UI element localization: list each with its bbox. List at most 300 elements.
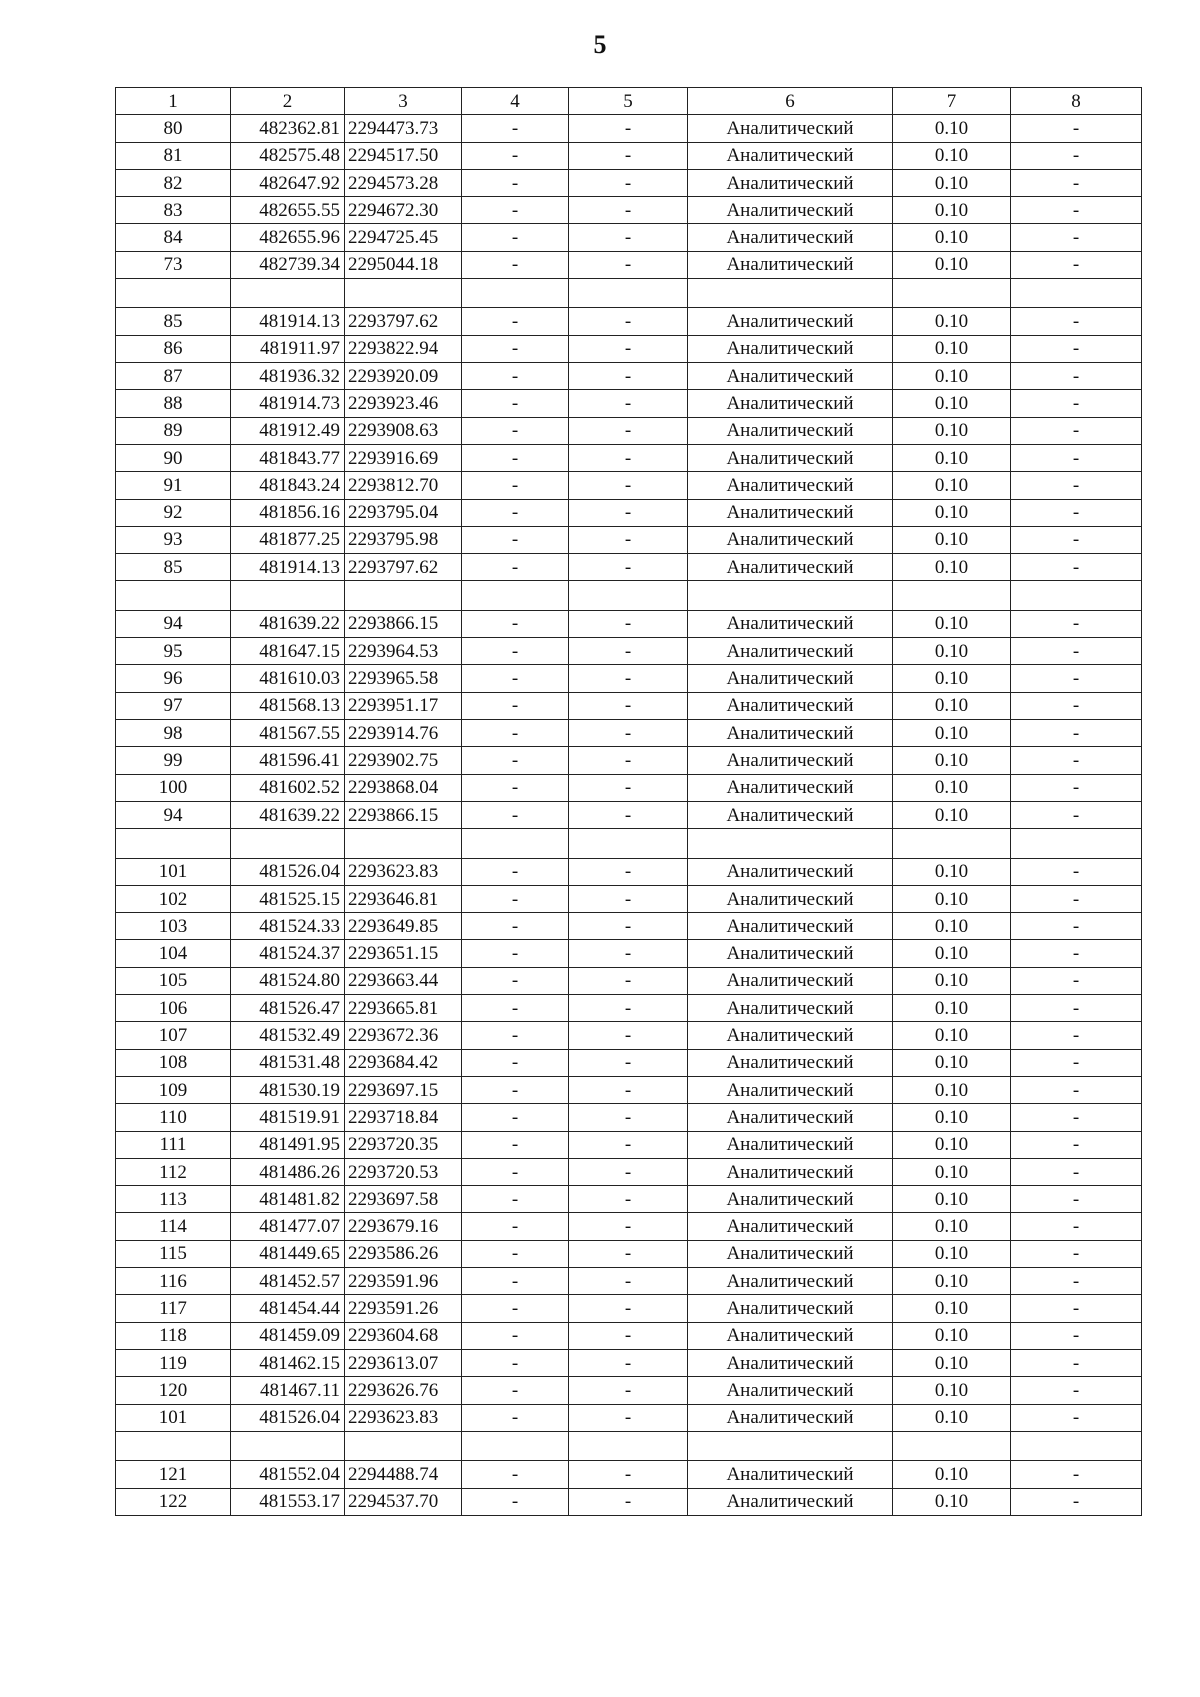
cell-point-number: 102 bbox=[116, 885, 231, 912]
cell-coord-y: 2293951.17 bbox=[345, 692, 462, 719]
cell-method: Аналитический bbox=[688, 1049, 893, 1076]
table-row bbox=[116, 747, 1142, 774]
cell-col-8 bbox=[1011, 581, 1142, 610]
cell-col-4: - bbox=[462, 1349, 569, 1376]
cell-method: Аналитический bbox=[688, 1186, 893, 1213]
cell-coord-x: 481602.52 bbox=[231, 774, 345, 801]
page-number: 5 bbox=[593, 30, 607, 59]
cell-method: Аналитический bbox=[688, 224, 893, 251]
cell-col-8: - bbox=[1011, 720, 1142, 747]
cell-col-4: - bbox=[462, 554, 569, 581]
table-row bbox=[116, 638, 1142, 665]
cell-coord-x: 481647.15 bbox=[231, 638, 345, 665]
cell-coord-x: 482655.55 bbox=[231, 197, 345, 224]
cell-coord-x: 481568.13 bbox=[231, 692, 345, 719]
cell-accuracy: 0.10 bbox=[893, 335, 1011, 362]
separator-row bbox=[116, 581, 1142, 610]
table-row bbox=[116, 251, 1142, 278]
cell-accuracy: 0.10 bbox=[893, 308, 1011, 335]
cell-point-number bbox=[116, 829, 231, 858]
cell-coord-x: 482575.48 bbox=[231, 142, 345, 169]
cell-col-4: - bbox=[462, 858, 569, 885]
cell-col-4: - bbox=[462, 1131, 569, 1158]
cell-accuracy: 0.10 bbox=[893, 1158, 1011, 1185]
cell-point-number bbox=[116, 581, 231, 610]
cell-coord-y: 2293914.76 bbox=[345, 720, 462, 747]
cell-coord-y: 2293697.58 bbox=[345, 1186, 462, 1213]
cell-col-8: - bbox=[1011, 940, 1142, 967]
cell-coord-y bbox=[345, 581, 462, 610]
cell-coord-y: 2293868.04 bbox=[345, 774, 462, 801]
cell-accuracy: 0.10 bbox=[893, 967, 1011, 994]
cell-accuracy: 0.10 bbox=[893, 1322, 1011, 1349]
cell-point-number: 81 bbox=[116, 142, 231, 169]
cell-col-8: - bbox=[1011, 913, 1142, 940]
cell-accuracy: 0.10 bbox=[893, 885, 1011, 912]
cell-method: Аналитический bbox=[688, 1022, 893, 1049]
cell-accuracy: 0.10 bbox=[893, 665, 1011, 692]
cell-point-number: 90 bbox=[116, 444, 231, 471]
cell-point-number: 80 bbox=[116, 115, 231, 142]
cell-col-8: - bbox=[1011, 1104, 1142, 1131]
cell-col-4: - bbox=[462, 995, 569, 1022]
table-row bbox=[116, 858, 1142, 885]
separator-row bbox=[116, 279, 1142, 308]
cell-accuracy: 0.10 bbox=[893, 610, 1011, 637]
header-cell-6: 6 bbox=[688, 88, 893, 115]
cell-col-4: - bbox=[462, 142, 569, 169]
cell-coord-y: 2293672.36 bbox=[345, 1022, 462, 1049]
table-row bbox=[116, 692, 1142, 719]
cell-coord-y: 2293697.15 bbox=[345, 1076, 462, 1103]
cell-col-5 bbox=[569, 829, 688, 858]
cell-method: Аналитический bbox=[688, 197, 893, 224]
table-row bbox=[116, 224, 1142, 251]
cell-col-5: - bbox=[569, 913, 688, 940]
cell-col-8: - bbox=[1011, 885, 1142, 912]
cell-point-number: 117 bbox=[116, 1295, 231, 1322]
cell-col-5: - bbox=[569, 858, 688, 885]
cell-col-4: - bbox=[462, 692, 569, 719]
header-cell-2: 2 bbox=[231, 88, 345, 115]
cell-col-8: - bbox=[1011, 251, 1142, 278]
cell-method: Аналитический bbox=[688, 1295, 893, 1322]
cell-coord-x: 482362.81 bbox=[231, 115, 345, 142]
header-row bbox=[116, 88, 1142, 115]
cell-accuracy: 0.10 bbox=[893, 638, 1011, 665]
cell-col-8: - bbox=[1011, 1240, 1142, 1267]
cell-method: Аналитический bbox=[688, 967, 893, 994]
cell-col-5: - bbox=[569, 169, 688, 196]
cell-coord-x: 481519.91 bbox=[231, 1104, 345, 1131]
cell-accuracy: 0.10 bbox=[893, 526, 1011, 553]
cell-col-5: - bbox=[569, 363, 688, 390]
cell-point-number: 98 bbox=[116, 720, 231, 747]
table-row bbox=[116, 526, 1142, 553]
cell-coord-x: 481477.07 bbox=[231, 1213, 345, 1240]
cell-accuracy: 0.10 bbox=[893, 1049, 1011, 1076]
cell-col-4 bbox=[462, 581, 569, 610]
cell-coord-y: 2293797.62 bbox=[345, 308, 462, 335]
cell-accuracy: 0.10 bbox=[893, 1461, 1011, 1488]
cell-accuracy: 0.10 bbox=[893, 913, 1011, 940]
cell-accuracy: 0.10 bbox=[893, 801, 1011, 828]
cell-col-4: - bbox=[462, 308, 569, 335]
cell-col-8: - bbox=[1011, 774, 1142, 801]
cell-coord-y: 2293663.44 bbox=[345, 967, 462, 994]
cell-col-5: - bbox=[569, 554, 688, 581]
cell-point-number: 94 bbox=[116, 801, 231, 828]
cell-coord-x: 482647.92 bbox=[231, 169, 345, 196]
cell-method: Аналитический bbox=[688, 363, 893, 390]
cell-col-8: - bbox=[1011, 169, 1142, 196]
cell-coord-y: 2293718.84 bbox=[345, 1104, 462, 1131]
cell-col-5: - bbox=[569, 1131, 688, 1158]
cell-coord-y: 2293623.83 bbox=[345, 858, 462, 885]
cell-point-number: 108 bbox=[116, 1049, 231, 1076]
cell-point-number: 95 bbox=[116, 638, 231, 665]
cell-coord-y: 2293591.96 bbox=[345, 1268, 462, 1295]
cell-col-5: - bbox=[569, 224, 688, 251]
header-cell-7: 7 bbox=[893, 88, 1011, 115]
cell-col-8: - bbox=[1011, 1213, 1142, 1240]
cell-col-8 bbox=[1011, 279, 1142, 308]
cell-method: Аналитический bbox=[688, 251, 893, 278]
cell-col-4: - bbox=[462, 747, 569, 774]
cell-col-5 bbox=[569, 581, 688, 610]
cell-col-8: - bbox=[1011, 526, 1142, 553]
cell-col-5: - bbox=[569, 197, 688, 224]
cell-coord-y: 2293964.53 bbox=[345, 638, 462, 665]
cell-col-5: - bbox=[569, 499, 688, 526]
cell-coord-x: 481531.48 bbox=[231, 1049, 345, 1076]
cell-col-5: - bbox=[569, 1461, 688, 1488]
cell-col-5: - bbox=[569, 1349, 688, 1376]
table-row bbox=[116, 1322, 1142, 1349]
cell-col-5: - bbox=[569, 1377, 688, 1404]
cell-coord-y: 2293623.83 bbox=[345, 1404, 462, 1431]
cell-col-8: - bbox=[1011, 1268, 1142, 1295]
cell-method: Аналитический bbox=[688, 774, 893, 801]
cell-coord-x: 481524.80 bbox=[231, 967, 345, 994]
cell-coord-y: 2293604.68 bbox=[345, 1322, 462, 1349]
cell-point-number: 97 bbox=[116, 692, 231, 719]
cell-col-4: - bbox=[462, 1104, 569, 1131]
cell-coord-x: 481462.15 bbox=[231, 1349, 345, 1376]
cell-col-5: - bbox=[569, 1240, 688, 1267]
cell-coord-x: 481914.13 bbox=[231, 554, 345, 581]
cell-coord-x bbox=[231, 279, 345, 308]
table-row bbox=[116, 1268, 1142, 1295]
cell-method: Аналитический bbox=[688, 169, 893, 196]
cell-method: Аналитический bbox=[688, 335, 893, 362]
cell-col-5: - bbox=[569, 774, 688, 801]
cell-coord-x: 481610.03 bbox=[231, 665, 345, 692]
cell-coord-y: 2293684.42 bbox=[345, 1049, 462, 1076]
table-row bbox=[116, 1488, 1142, 1515]
separator-row bbox=[116, 1431, 1142, 1460]
cell-coord-x: 481486.26 bbox=[231, 1158, 345, 1185]
cell-method: Аналитический bbox=[688, 115, 893, 142]
cell-accuracy bbox=[893, 829, 1011, 858]
table-row bbox=[116, 444, 1142, 471]
cell-col-8 bbox=[1011, 1431, 1142, 1460]
cell-coord-y: 2293795.04 bbox=[345, 499, 462, 526]
cell-col-8: - bbox=[1011, 390, 1142, 417]
cell-point-number: 92 bbox=[116, 499, 231, 526]
cell-method: Аналитический bbox=[688, 720, 893, 747]
cell-point-number: 101 bbox=[116, 858, 231, 885]
cell-coord-y: 2294672.30 bbox=[345, 197, 462, 224]
cell-accuracy: 0.10 bbox=[893, 1404, 1011, 1431]
cell-point-number: 86 bbox=[116, 335, 231, 362]
cell-col-4: - bbox=[462, 472, 569, 499]
cell-method: Аналитический bbox=[688, 472, 893, 499]
cell-col-5: - bbox=[569, 335, 688, 362]
cell-accuracy: 0.10 bbox=[893, 1488, 1011, 1515]
cell-col-8: - bbox=[1011, 444, 1142, 471]
cell-col-4: - bbox=[462, 197, 569, 224]
cell-coord-x: 481491.95 bbox=[231, 1131, 345, 1158]
cell-coord-y bbox=[345, 279, 462, 308]
cell-method: Аналитический bbox=[688, 1488, 893, 1515]
cell-coord-x: 481525.15 bbox=[231, 885, 345, 912]
separator-row bbox=[116, 829, 1142, 858]
cell-col-8: - bbox=[1011, 363, 1142, 390]
cell-col-5: - bbox=[569, 995, 688, 1022]
cell-method: Аналитический bbox=[688, 417, 893, 444]
cell-col-4: - bbox=[462, 1213, 569, 1240]
cell-coord-x: 481856.16 bbox=[231, 499, 345, 526]
table-body bbox=[116, 115, 1142, 1516]
table-row bbox=[116, 1240, 1142, 1267]
cell-point-number: 109 bbox=[116, 1076, 231, 1103]
cell-col-4: - bbox=[462, 444, 569, 471]
cell-col-5: - bbox=[569, 1186, 688, 1213]
cell-method: Аналитический bbox=[688, 940, 893, 967]
cell-col-5: - bbox=[569, 1404, 688, 1431]
cell-coord-y: 2293651.15 bbox=[345, 940, 462, 967]
cell-method: Аналитический bbox=[688, 913, 893, 940]
cell-point-number: 82 bbox=[116, 169, 231, 196]
table-row bbox=[116, 499, 1142, 526]
cell-method: Аналитический bbox=[688, 1076, 893, 1103]
cell-accuracy: 0.10 bbox=[893, 774, 1011, 801]
cell-method: Аналитический bbox=[688, 665, 893, 692]
table-row bbox=[116, 115, 1142, 142]
cell-col-4: - bbox=[462, 499, 569, 526]
cell-point-number: 104 bbox=[116, 940, 231, 967]
cell-coord-y: 2293720.53 bbox=[345, 1158, 462, 1185]
table-row bbox=[116, 1022, 1142, 1049]
cell-col-4: - bbox=[462, 224, 569, 251]
cell-point-number: 119 bbox=[116, 1349, 231, 1376]
cell-coord-x: 481526.47 bbox=[231, 995, 345, 1022]
cell-point-number: 88 bbox=[116, 390, 231, 417]
cell-point-number: 85 bbox=[116, 308, 231, 335]
cell-coord-x: 481843.24 bbox=[231, 472, 345, 499]
cell-coord-y bbox=[345, 1431, 462, 1460]
cell-accuracy: 0.10 bbox=[893, 197, 1011, 224]
cell-coord-y: 2293797.62 bbox=[345, 554, 462, 581]
cell-col-8: - bbox=[1011, 1295, 1142, 1322]
cell-point-number: 118 bbox=[116, 1322, 231, 1349]
table-row bbox=[116, 967, 1142, 994]
cell-accuracy bbox=[893, 581, 1011, 610]
cell-point-number: 84 bbox=[116, 224, 231, 251]
cell-col-4: - bbox=[462, 913, 569, 940]
cell-accuracy: 0.10 bbox=[893, 1295, 1011, 1322]
cell-col-8: - bbox=[1011, 1322, 1142, 1349]
cell-point-number: 112 bbox=[116, 1158, 231, 1185]
cell-col-5: - bbox=[569, 665, 688, 692]
cell-col-8: - bbox=[1011, 1461, 1142, 1488]
cell-method: Аналитический bbox=[688, 390, 893, 417]
cell-method bbox=[688, 581, 893, 610]
cell-coord-y: 2293920.09 bbox=[345, 363, 462, 390]
cell-method: Аналитический bbox=[688, 638, 893, 665]
cell-method bbox=[688, 1431, 893, 1460]
cell-coord-x: 481526.04 bbox=[231, 858, 345, 885]
cell-col-5: - bbox=[569, 308, 688, 335]
cell-point-number: 96 bbox=[116, 665, 231, 692]
cell-coord-y: 2294488.74 bbox=[345, 1461, 462, 1488]
cell-coord-x: 481936.32 bbox=[231, 363, 345, 390]
cell-accuracy: 0.10 bbox=[893, 1268, 1011, 1295]
cell-col-4: - bbox=[462, 1186, 569, 1213]
cell-col-4: - bbox=[462, 1295, 569, 1322]
cell-coord-x: 481481.82 bbox=[231, 1186, 345, 1213]
cell-accuracy: 0.10 bbox=[893, 444, 1011, 471]
cell-accuracy: 0.10 bbox=[893, 224, 1011, 251]
cell-method: Аналитический bbox=[688, 610, 893, 637]
cell-accuracy: 0.10 bbox=[893, 995, 1011, 1022]
cell-col-8: - bbox=[1011, 499, 1142, 526]
cell-coord-x: 481914.13 bbox=[231, 308, 345, 335]
cell-col-5: - bbox=[569, 885, 688, 912]
cell-col-4: - bbox=[462, 1049, 569, 1076]
cell-col-8: - bbox=[1011, 995, 1142, 1022]
cell-accuracy: 0.10 bbox=[893, 251, 1011, 278]
cell-accuracy: 0.10 bbox=[893, 1186, 1011, 1213]
cell-col-5: - bbox=[569, 610, 688, 637]
cell-accuracy: 0.10 bbox=[893, 499, 1011, 526]
cell-coord-y: 2293965.58 bbox=[345, 665, 462, 692]
cell-col-8 bbox=[1011, 829, 1142, 858]
cell-coord-x: 482739.34 bbox=[231, 251, 345, 278]
cell-col-8: - bbox=[1011, 554, 1142, 581]
cell-col-5: - bbox=[569, 526, 688, 553]
cell-method bbox=[688, 279, 893, 308]
cell-col-8: - bbox=[1011, 610, 1142, 637]
cell-coord-y: 2294573.28 bbox=[345, 169, 462, 196]
cell-point-number: 100 bbox=[116, 774, 231, 801]
cell-point-number: 85 bbox=[116, 554, 231, 581]
cell-accuracy: 0.10 bbox=[893, 720, 1011, 747]
cell-col-4: - bbox=[462, 638, 569, 665]
cell-coord-y: 2293613.07 bbox=[345, 1349, 462, 1376]
cell-col-4: - bbox=[462, 1268, 569, 1295]
cell-col-8: - bbox=[1011, 1076, 1142, 1103]
cell-col-5: - bbox=[569, 1049, 688, 1076]
table-row bbox=[116, 1049, 1142, 1076]
cell-coord-y: 2294473.73 bbox=[345, 115, 462, 142]
cell-coord-y: 2293795.98 bbox=[345, 526, 462, 553]
cell-col-5: - bbox=[569, 940, 688, 967]
header-cell-8: 8 bbox=[1011, 88, 1142, 115]
table-row bbox=[116, 308, 1142, 335]
cell-accuracy: 0.10 bbox=[893, 390, 1011, 417]
cell-coord-x bbox=[231, 829, 345, 858]
cell-coord-y: 2295044.18 bbox=[345, 251, 462, 278]
cell-method: Аналитический bbox=[688, 692, 893, 719]
cell-col-4: - bbox=[462, 1240, 569, 1267]
table-row bbox=[116, 363, 1142, 390]
cell-col-4: - bbox=[462, 1404, 569, 1431]
cell-accuracy: 0.10 bbox=[893, 1131, 1011, 1158]
cell-col-8: - bbox=[1011, 967, 1142, 994]
cell-point-number: 113 bbox=[116, 1186, 231, 1213]
cell-method: Аналитический bbox=[688, 1158, 893, 1185]
cell-coord-y bbox=[345, 829, 462, 858]
cell-coord-x bbox=[231, 1431, 345, 1460]
table-row bbox=[116, 1461, 1142, 1488]
cell-col-4: - bbox=[462, 967, 569, 994]
cell-col-8: - bbox=[1011, 692, 1142, 719]
table-row bbox=[116, 610, 1142, 637]
cell-coord-x: 481553.17 bbox=[231, 1488, 345, 1515]
cell-col-4: - bbox=[462, 801, 569, 828]
cell-col-5: - bbox=[569, 444, 688, 471]
cell-col-4: - bbox=[462, 885, 569, 912]
cell-point-number: 91 bbox=[116, 472, 231, 499]
cell-method: Аналитический bbox=[688, 1213, 893, 1240]
cell-method: Аналитический bbox=[688, 995, 893, 1022]
cell-coord-x: 481877.25 bbox=[231, 526, 345, 553]
table-row bbox=[116, 665, 1142, 692]
cell-method: Аналитический bbox=[688, 747, 893, 774]
cell-col-8: - bbox=[1011, 665, 1142, 692]
cell-col-4: - bbox=[462, 1461, 569, 1488]
cell-col-4: - bbox=[462, 1377, 569, 1404]
cell-col-4: - bbox=[462, 1022, 569, 1049]
cell-col-5: - bbox=[569, 1104, 688, 1131]
cell-point-number: 101 bbox=[116, 1404, 231, 1431]
cell-point-number: 83 bbox=[116, 197, 231, 224]
cell-col-8: - bbox=[1011, 197, 1142, 224]
cell-method: Аналитический bbox=[688, 1131, 893, 1158]
cell-col-5: - bbox=[569, 142, 688, 169]
cell-coord-y: 2293916.69 bbox=[345, 444, 462, 471]
cell-coord-x: 481843.77 bbox=[231, 444, 345, 471]
cell-coord-x: 482655.96 bbox=[231, 224, 345, 251]
cell-point-number bbox=[116, 279, 231, 308]
cell-method: Аналитический bbox=[688, 308, 893, 335]
cell-col-8: - bbox=[1011, 858, 1142, 885]
cell-col-8: - bbox=[1011, 1349, 1142, 1376]
cell-coord-y: 2293665.81 bbox=[345, 995, 462, 1022]
cell-point-number: 93 bbox=[116, 526, 231, 553]
cell-coord-x: 481454.44 bbox=[231, 1295, 345, 1322]
cell-method: Аналитический bbox=[688, 499, 893, 526]
cell-col-4: - bbox=[462, 610, 569, 637]
cell-point-number: 87 bbox=[116, 363, 231, 390]
cell-col-5 bbox=[569, 1431, 688, 1460]
cell-point-number: 73 bbox=[116, 251, 231, 278]
table-row bbox=[116, 1404, 1142, 1431]
cell-coord-y: 2293908.63 bbox=[345, 417, 462, 444]
cell-coord-y: 2293646.81 bbox=[345, 885, 462, 912]
